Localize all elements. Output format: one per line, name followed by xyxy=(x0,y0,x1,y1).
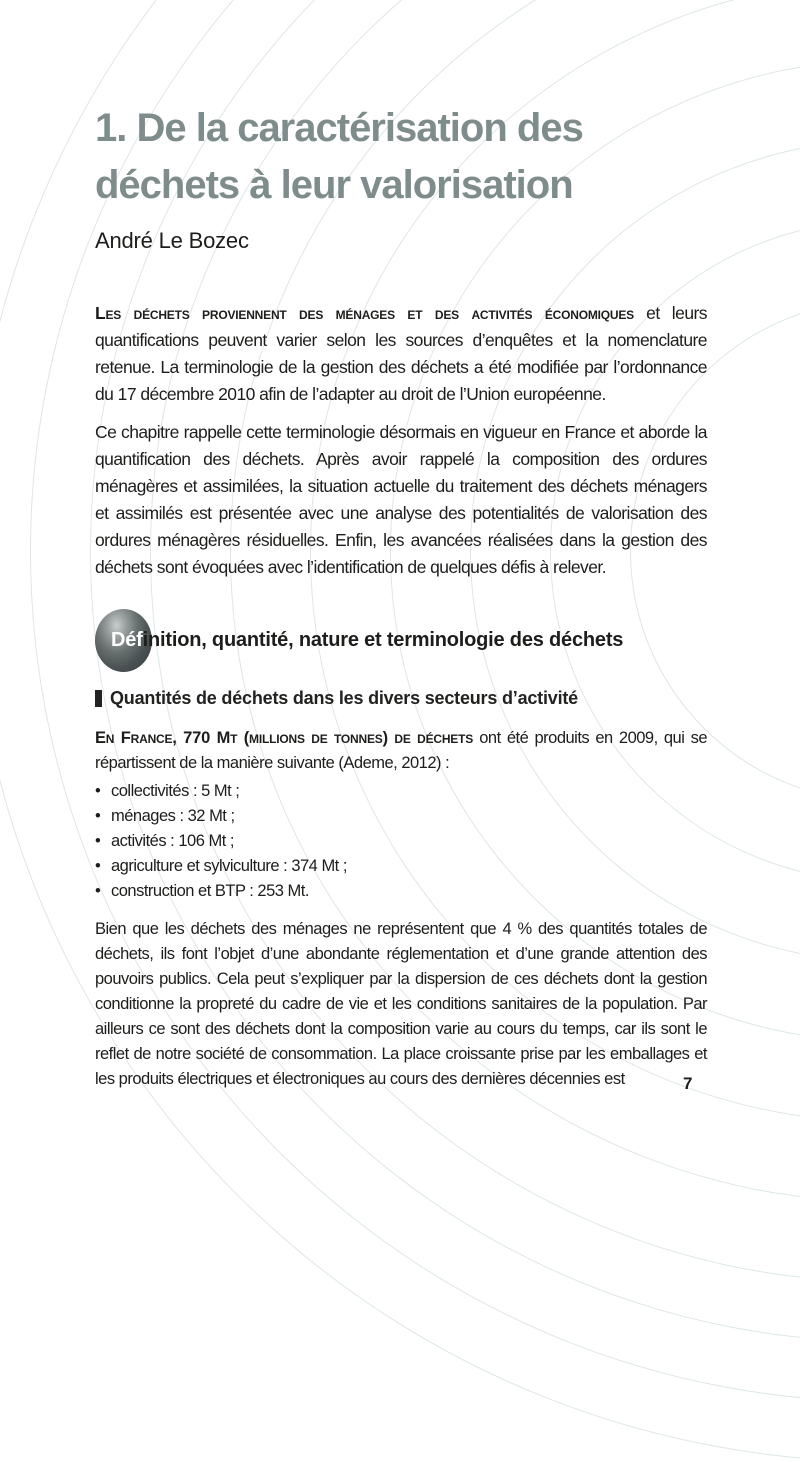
bullet-icon: • xyxy=(95,882,101,900)
page-content xyxy=(95,0,707,1092)
chapter-title xyxy=(95,100,707,214)
intro-paragraph-2: Ce chapitre rappelle cette terminologie désormais en vigueur en France et aborde la quantification des déchets. Après avoir rappelé la composition des ordures ménagères et assimilées, la situation actuelle du traitement des déchets ménagers et assimilés est présentée avec une analyse des potentialités de valorisation des ordures ménagères résiduelles. Enfin, les avancées réalisées dans la gestion des déchets sont évoquées avec l’identification de quelques défis à relever. xyxy=(95,422,707,577)
list-item-text: collectivités : 5 Mt ; xyxy=(111,782,240,800)
section-heading-rest: inition, quantité, nature et terminologie des déchets xyxy=(142,629,624,651)
author-name: André Le Bozec xyxy=(95,228,249,253)
bullet-icon: • xyxy=(95,832,101,850)
list-item-text: agriculture et sylviculture : 374 Mt ; xyxy=(111,857,347,875)
intro-lead-in: Les déchets proviennent des ménages et des activités économiques xyxy=(95,303,634,323)
bullet-icon: • xyxy=(95,782,101,800)
body-paragraph-1-text: ont été produits en 2009, qui se répartissent de la manière suivante (Ademe, 2012) : xyxy=(95,729,708,772)
bullet-icon: • xyxy=(95,807,101,825)
subsection-heading xyxy=(95,688,707,709)
chapter-title-line-1: 1. De la caractérisation des xyxy=(95,106,583,150)
subsection-heading-text: Quantités de déchets dans les divers secteurs d’activité xyxy=(110,688,578,708)
intro-paragraph-1-text: et leurs quantifications peuvent varier selon les sources d’enquêtes et la nomenclature retenue. La terminologie de la gestion des déchets a été modifiée par l’ordonnance du 17 décembre 2010 afin de l’adapter au droit de l’Union européenne. xyxy=(95,303,707,404)
section-heading-text xyxy=(95,609,707,672)
list-item xyxy=(95,779,707,804)
page-number: 7 xyxy=(683,1074,693,1093)
bar-icon xyxy=(95,690,102,707)
list-item xyxy=(95,829,707,854)
bullet-icon: • xyxy=(95,857,101,875)
list-item xyxy=(95,804,707,829)
waste-quantities-list xyxy=(95,779,707,904)
list-item xyxy=(95,879,707,904)
intro-paragraph-1 xyxy=(95,300,707,408)
list-item-text: ménages : 32 Mt ; xyxy=(111,807,235,825)
list-item-text: construction et BTP : 253 Mt. xyxy=(111,882,309,900)
body-lead-in: En France, 770 Mt (millions de tonnes) de déchets xyxy=(95,729,474,747)
section-heading xyxy=(95,609,707,672)
section-heading-highlight: Déf xyxy=(111,629,143,651)
body-paragraph-1 xyxy=(95,726,707,776)
list-item-text: activités : 106 Mt ; xyxy=(111,832,234,850)
list-item xyxy=(95,854,707,879)
chapter-title-line-2: déchets à leur valorisation xyxy=(95,163,573,207)
closing-paragraph: Bien que les déchets des ménages ne représentent que 4 % des quantités totales de déchets, ils font l’objet d’une abondante réglementation et d’une grande attention des pouvoirs publics. Cela peut s’expliquer par la dispersion de ces déchets dont la gestion conditionne la propreté du cadre de vie et les conditions sanitaires de la population. Par ailleurs ce sont des déchets dont la composition varie au cours du temps, car ils sont le reflet de notre société de consommation. La place croissante prise par les emballages et les produits électriques et électroniques au cours des dernières décennies est xyxy=(95,920,707,1088)
